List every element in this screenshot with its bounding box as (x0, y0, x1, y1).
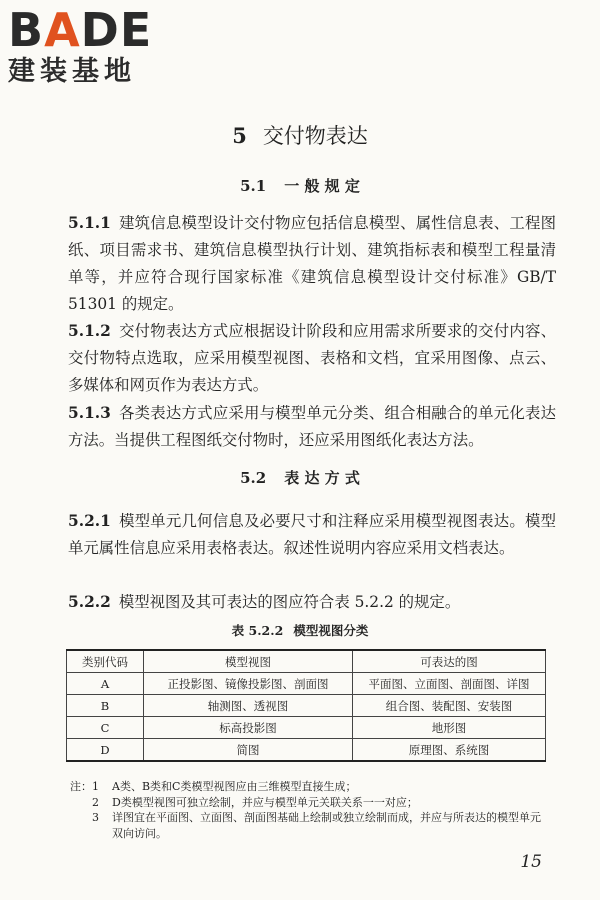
note-number: 3 (92, 811, 99, 824)
table-cell: 标高投影图 (144, 717, 353, 739)
table-cell: 轴测图、透视图 (144, 695, 353, 717)
chapter-title (0, 122, 600, 150)
clause-paragraph (68, 508, 556, 562)
table-notes (70, 779, 550, 841)
clause-paragraph (68, 589, 556, 616)
note-number: 1 (92, 780, 99, 793)
clause-paragraph (68, 400, 556, 454)
clause-text: 模型视图及其可表达的图应符合表 5.2.2 的规定。 (118, 593, 461, 611)
table-row (67, 673, 546, 695)
table-title: 模型视图分类 (293, 623, 369, 638)
note-item (70, 795, 550, 811)
note-item (70, 810, 550, 841)
model-view-table (66, 649, 546, 762)
table-row (67, 717, 546, 739)
section-number: 5.2 (240, 469, 267, 487)
table-header-cell: 可表达的图 (353, 650, 546, 673)
section-title: 表 达 方 式 (284, 469, 360, 487)
clause-number: 5.1.2 (68, 322, 111, 340)
note-item (70, 779, 550, 795)
table-cell: 正投影图、镜像投影图、剖面图 (144, 673, 353, 695)
table-cell: D (67, 739, 144, 762)
logo (8, 3, 178, 88)
table-header-cell: 类别代码 (67, 650, 144, 673)
section-heading (0, 176, 600, 196)
clause-text: 建筑信息模型设计交付物应包括信息模型、属性信息表、工程图纸、项目需求书、建筑信息模型执行计划、建筑指标表和模型工程量清单等，并应符合现行国家标准《建筑信息模型设计交付标准》GB/T 51301 的规定。 (68, 214, 556, 313)
clause-paragraph (68, 318, 556, 399)
section-title: 一 般 规 定 (284, 177, 360, 195)
clause-number: 5.2.1 (68, 512, 111, 530)
table-header-cell: 模型视图 (144, 650, 353, 673)
note-number: 2 (92, 795, 99, 809)
section-number: 5.1 (240, 177, 267, 195)
chapter-title-text: 交付物表达 (262, 124, 368, 148)
page-number: 15 (520, 852, 542, 872)
table-cell: 平面图、立面图、剖面图、详图 (353, 673, 546, 695)
clause-text: 各类表达方式应采用与模型单元分类、组合相融合的单元化表达方法。当提供工程图纸交付物时，还应采用图纸化表达方法。 (68, 404, 556, 449)
clause-number: 5.1.3 (68, 404, 111, 422)
note-text: 详图宜在平面图、立面图、剖面图基础上绘制或独立绘制而成，并应与所表达的模型单元双向访问。 (112, 811, 541, 840)
clause-number: 5.2.2 (68, 593, 111, 611)
chapter-number: 5 (232, 123, 247, 148)
clause-text: 交付物表达方式应根据设计阶段和应用需求所要求的交付内容、交付物特点选取，应采用模型视图、表格和文档，宜采用图像、点云、多媒体和网页作为表达方式。 (68, 322, 556, 394)
table-cell: 组合图、装配图、安装图 (353, 695, 546, 717)
clause-text: 模型单元几何信息及必要尺寸和注释应采用模型视图表达。模型单元属性信息应采用表格表达。叙述性说明内容应采用文档表达。 (68, 512, 556, 557)
logo-wordmark: BADE (8, 3, 153, 57)
table-row (67, 695, 546, 717)
clause-number: 5.1.1 (68, 214, 111, 232)
table-cell: B (67, 695, 144, 717)
table-cell: A (67, 673, 144, 695)
table-cell: 地形图 (353, 717, 546, 739)
section-heading (0, 468, 600, 488)
logo-subtitle: 建装基地 (8, 56, 136, 87)
table-cell: 简图 (144, 739, 353, 762)
table-cell: 原理图、系统图 (353, 739, 546, 762)
table-caption (0, 622, 600, 640)
note-text: D类模型视图可独立绘制，并应与模型单元关联关系一一对应； (112, 795, 418, 809)
clause-paragraph (68, 210, 556, 318)
table-number: 表 5.2.2 (231, 623, 284, 638)
table-row (67, 739, 546, 762)
note-text: A类、B类和C类模型视图应由三维模型直接生成； (112, 780, 357, 793)
table-cell: C (67, 717, 144, 739)
table-header-row (67, 650, 546, 673)
note-lead: 注： (70, 780, 92, 793)
